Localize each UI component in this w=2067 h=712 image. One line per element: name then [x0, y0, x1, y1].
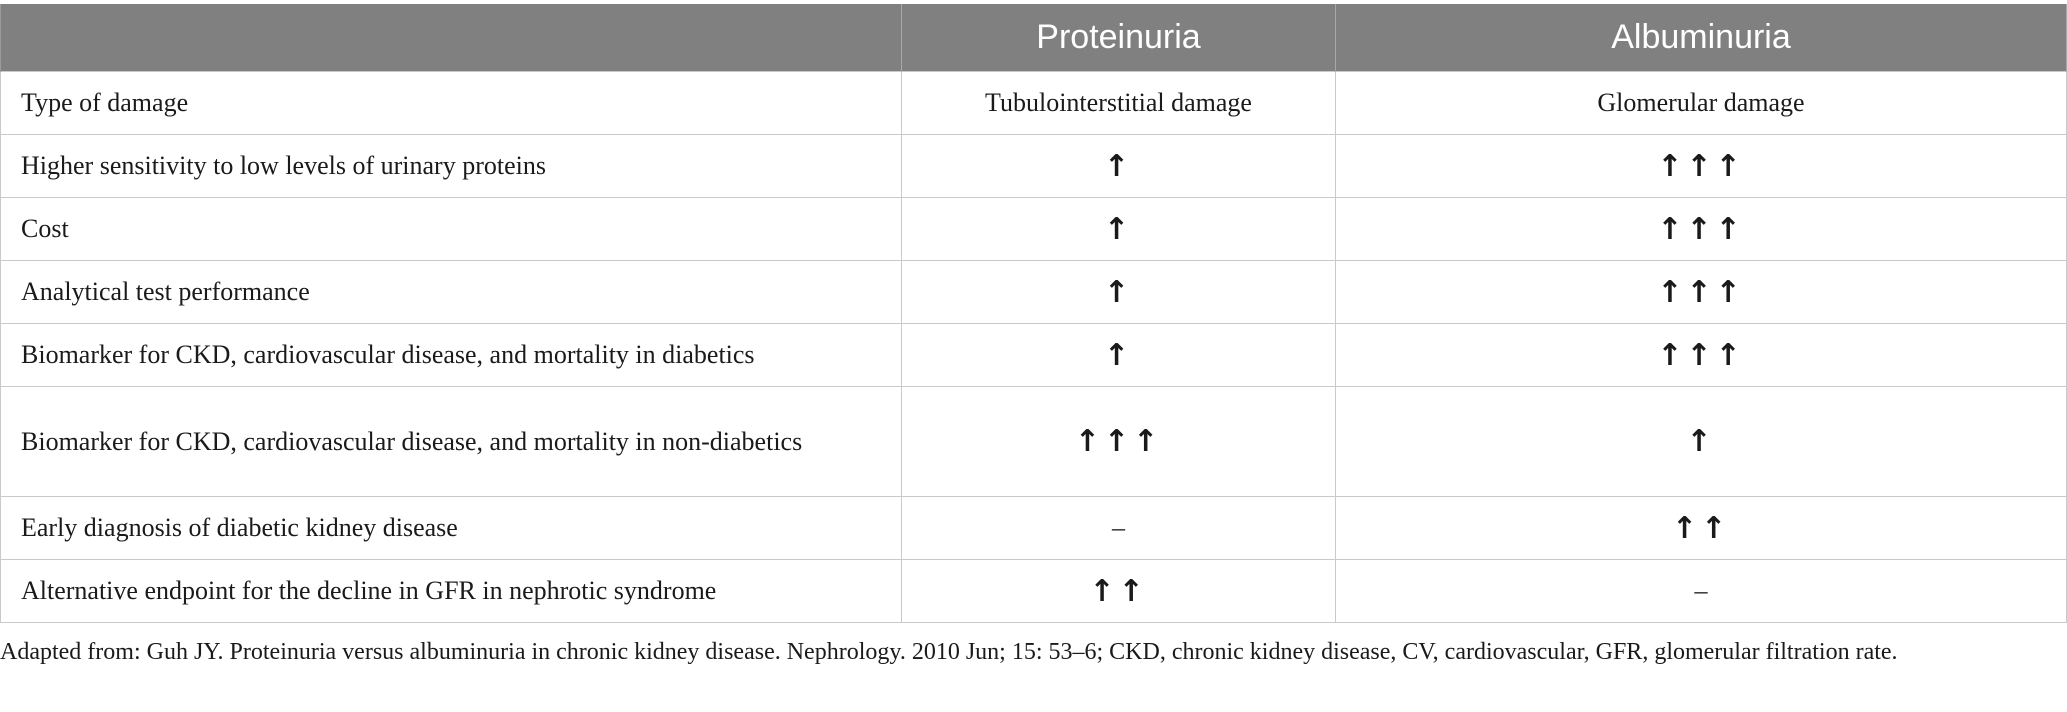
albuminuria-cell: Glomerular damage	[1336, 72, 2067, 135]
proteinuria-cell: ↑	[902, 198, 1336, 261]
header-albuminuria: Albuminuria	[1336, 4, 2067, 72]
proteinuria-cell: Tubulointerstitial damage	[902, 72, 1336, 135]
table-row	[1, 72, 2067, 135]
table-row	[1, 324, 2067, 387]
proteinuria-cell: ↑	[902, 135, 1336, 198]
table-row	[1, 560, 2067, 623]
albuminuria-cell: ↑	[1336, 387, 2067, 497]
row-label: Cost	[1, 198, 902, 261]
comparison-table	[0, 4, 2067, 623]
table-row	[1, 261, 2067, 324]
albuminuria-cell: ↑↑↑	[1336, 135, 2067, 198]
header-blank	[1, 4, 902, 72]
table-header-row	[1, 4, 2067, 72]
albuminuria-cell: –	[1336, 560, 2067, 623]
table-row	[1, 497, 2067, 560]
albuminuria-cell: ↑↑↑	[1336, 261, 2067, 324]
albuminuria-cell: ↑↑↑	[1336, 198, 2067, 261]
row-label: Type of damage	[1, 72, 902, 135]
albuminuria-cell: ↑↑	[1336, 497, 2067, 560]
proteinuria-cell: ↑↑↑	[902, 387, 1336, 497]
proteinuria-cell: ↑↑	[902, 560, 1336, 623]
row-label: Biomarker for CKD, cardiovascular disease, and mortality in non-diabetics	[1, 387, 902, 497]
row-label: Higher sensitivity to low levels of urinary proteins	[1, 135, 902, 198]
header-proteinuria: Proteinuria	[902, 4, 1336, 72]
proteinuria-cell: –	[902, 497, 1336, 560]
proteinuria-cell: ↑	[902, 261, 1336, 324]
row-label: Biomarker for CKD, cardiovascular disease, and mortality in diabetics	[1, 324, 902, 387]
table-row	[1, 135, 2067, 198]
row-label: Alternative endpoint for the decline in GFR in nephrotic syndrome	[1, 560, 902, 623]
table-row	[1, 198, 2067, 261]
row-label: Analytical test performance	[1, 261, 902, 324]
row-label: Early diagnosis of diabetic kidney disease	[1, 497, 902, 560]
table-footnote: Adapted from: Guh JY. Proteinuria versus albuminuria in chronic kidney disease. Nephrology. 2010 Jun; 15: 53–6; CKD, chronic kidney disease, CV, cardiovascular, GFR, glomerular filtration rate.	[0, 639, 1898, 665]
table-row	[1, 387, 2067, 497]
proteinuria-cell: ↑	[902, 324, 1336, 387]
albuminuria-cell: ↑↑↑	[1336, 324, 2067, 387]
